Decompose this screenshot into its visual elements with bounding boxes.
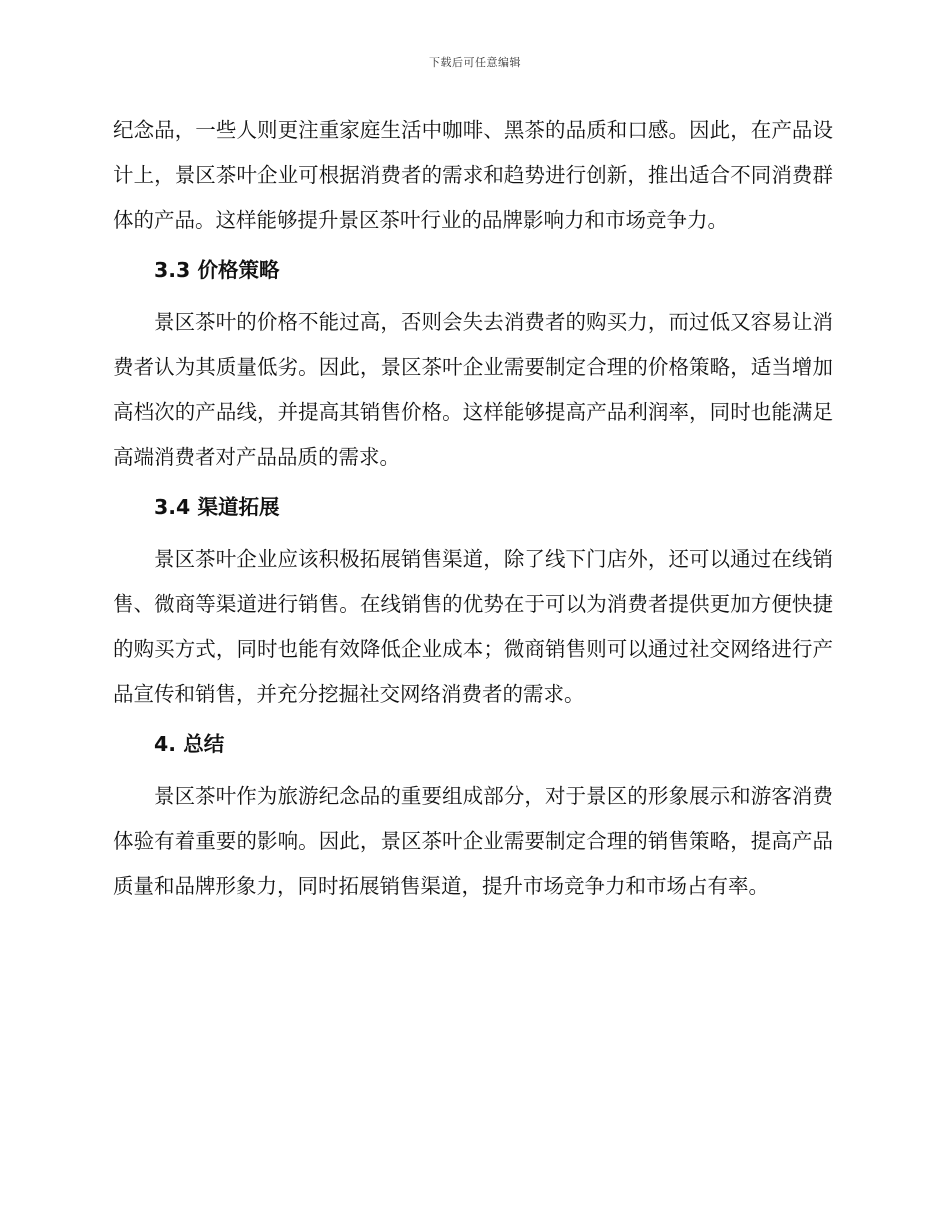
section-heading-price-strategy: 3.3 价格策略 <box>154 258 280 282</box>
continued-paragraph: 纪念品，一些人则更注重家庭生活中咖啡、黑茶的品质和口感。因此，在产品设计上，景区茶叶企业可根据消费者的需求和趋势进行创新，推出适合不同消费群体的产品。这样能够提升景区茶叶行业的品牌影响力和市场竞争力。 <box>113 118 833 232</box>
price-strategy-paragraph: 景区茶叶的价格不能过高，否则会失去消费者的购买力，而过低又容易让消费者认为其质量低劣。因此，景区茶叶企业需要制定合理的价格策略，适当增加高档次的产品线，并提高其销售价格。这样能够提高产品利润率，同时也能满足高端消费者对产品品质的需求。 <box>113 310 833 469</box>
section-heading-summary: 4. 总结 <box>154 732 225 756</box>
document-body <box>113 108 833 909</box>
page-header-note: 下载后可任意编辑 <box>429 56 521 69</box>
summary-paragraph: 景区茶叶作为旅游纪念品的重要组成部分，对于景区的形象展示和游客消费体验有着重要的影响。因此，景区茶叶企业需要制定合理的销售策略，提高产品质量和品牌形象力，同时拓展销售渠道，提升市场竞争力和市场占有率。 <box>113 784 833 898</box>
section-heading-channel-expansion: 3.4 渠道拓展 <box>154 495 280 519</box>
channel-expansion-paragraph: 景区茶叶企业应该积极拓展销售渠道，除了线下门店外，还可以通过在线销售、微商等渠道进行销售。在线销售的优势在于可以为消费者提供更加方便快捷的购买方式，同时也能有效降低企业成本；微商销售则可以通过社交网络进行产品宣传和销售，并充分挖掘社交网络消费者的需求。 <box>113 547 833 706</box>
